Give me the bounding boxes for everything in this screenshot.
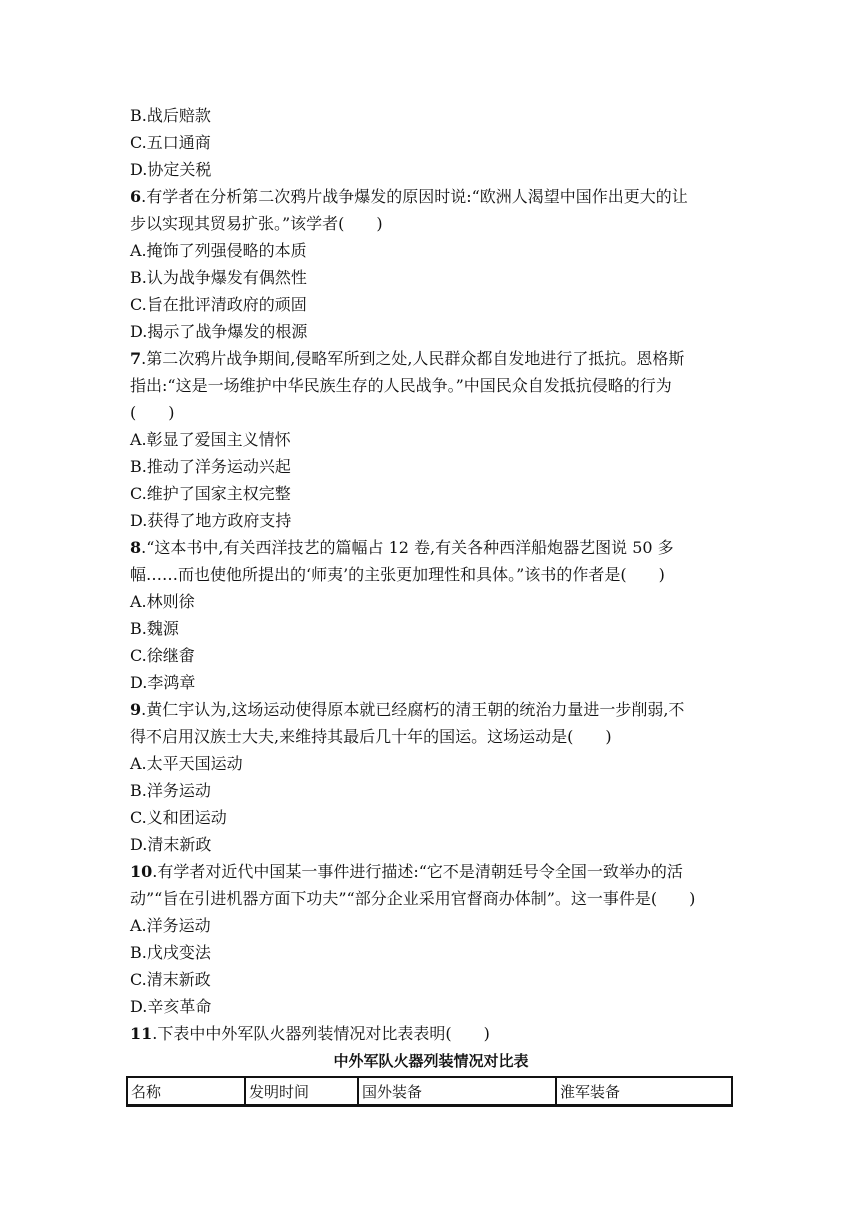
table-header-invention-time: 发明时间 [245, 1077, 358, 1106]
q8-stem-text: .“这本书中,有关西洋技艺的篇幅占 12 卷,有关各种西洋船炮器艺图说 50 多 [141, 538, 674, 557]
q9-stem-cont: 得不启用汉族士大夫,来维持其最后几十年的国运。这场运动是( ) [130, 727, 612, 746]
q10-option-a: A.洋务运动 [130, 916, 211, 935]
q10-stem-text: .有学者对近代中国某一事件进行描述:“它不是清朝廷号令全国一致举办的活 [152, 862, 683, 881]
q7-stem-text: .第二次鸦片战争期间,侵略军所到之处,人民群众都自发地进行了抵抗。恩格斯 [141, 349, 685, 368]
q7-option-c: C.维护了国家主权完整 [130, 484, 291, 503]
q8-option-b: B.魏源 [130, 619, 179, 638]
q8-option-a: A.林则徐 [130, 592, 195, 611]
q5-option-d: D.协定关税 [130, 160, 212, 179]
q10-option-d: D.辛亥革命 [130, 997, 212, 1016]
q10-stem-cont: 动”“旨在引进机器方面下功夫”“部分企业采用官督商办体制”。这一事件是( ) [130, 889, 696, 908]
q10-option-b: B.戊戌变法 [130, 943, 211, 962]
table-header-name: 名称 [127, 1077, 245, 1106]
q10-option-c: C.清末新政 [130, 970, 211, 989]
q6-option-a: A.掩饰了列强侵略的本质 [130, 241, 307, 260]
q9-option-b: B.洋务运动 [130, 781, 211, 800]
q6-option-d: D.揭示了战争爆发的根源 [130, 322, 308, 341]
comparison-table [126, 1076, 733, 1107]
q8-option-c: C.徐继畬 [130, 646, 195, 665]
q6-stem [130, 183, 740, 210]
q7-stem-answer-blank: ( ) [130, 403, 175, 422]
q5-option-b: B.战后赔款 [130, 106, 211, 125]
q7-number: 7 [130, 349, 142, 368]
q11-stem [130, 1020, 740, 1047]
q9-option-c: C.义和团运动 [130, 808, 227, 827]
q6-stem-text: .有学者在分析第二次鸦片战争爆发的原因时说:“欧洲人渴望中国作出更大的让 [141, 187, 688, 206]
q6-option-b: B.认为战争爆发有偶然性 [130, 268, 307, 287]
table-header-foreign-equipment: 国外装备 [358, 1077, 556, 1106]
q8-stem-cont: 幅……而也使他所提出的‘师夷’的主张更加理性和具体。”该书的作者是( ) [130, 565, 665, 584]
q9-stem [130, 696, 740, 723]
q10-number: 10 [130, 862, 153, 881]
q9-number: 9 [130, 700, 142, 719]
table-header-huai-army-equipment: 淮军装备 [556, 1077, 732, 1106]
q9-option-d: D.清末新政 [130, 835, 212, 854]
q11-number: 11 [130, 1024, 153, 1043]
q9-stem-text: .黄仁宇认为,这场运动使得原本就已经腐朽的清王朝的统治力量进一步削弱,不 [141, 700, 685, 719]
table-title: 中外军队火器列装情况对比表 [333, 1052, 529, 1070]
q9-option-a: A.太平天国运动 [130, 754, 243, 773]
q5-option-c: C.五口通商 [130, 133, 211, 152]
exam-page [130, 102, 740, 1107]
q11-stem-text: .下表中中外军队火器列装情况对比表表明( ) [152, 1024, 490, 1043]
q6-stem-cont: 步以实现其贸易扩张。”该学者( ) [130, 214, 383, 233]
q8-number: 8 [130, 538, 142, 557]
q6-number: 6 [130, 187, 142, 206]
q8-option-d: D.李鸿章 [130, 673, 196, 692]
q7-stem-cont: 指出:“这是一场维护中华民族生存的人民战争。”中国民众自发抵抗侵略的行为 [130, 376, 672, 395]
table-header-row [127, 1077, 732, 1106]
q8-stem [130, 534, 740, 561]
q7-option-d: D.获得了地方政府支持 [130, 511, 292, 530]
q7-stem [130, 345, 740, 372]
q7-option-a: A.彰显了爱国主义情怀 [130, 430, 291, 449]
q10-stem [130, 858, 740, 885]
q6-option-c: C.旨在批评清政府的顽固 [130, 295, 307, 314]
q7-option-b: B.推动了洋务运动兴起 [130, 457, 291, 476]
